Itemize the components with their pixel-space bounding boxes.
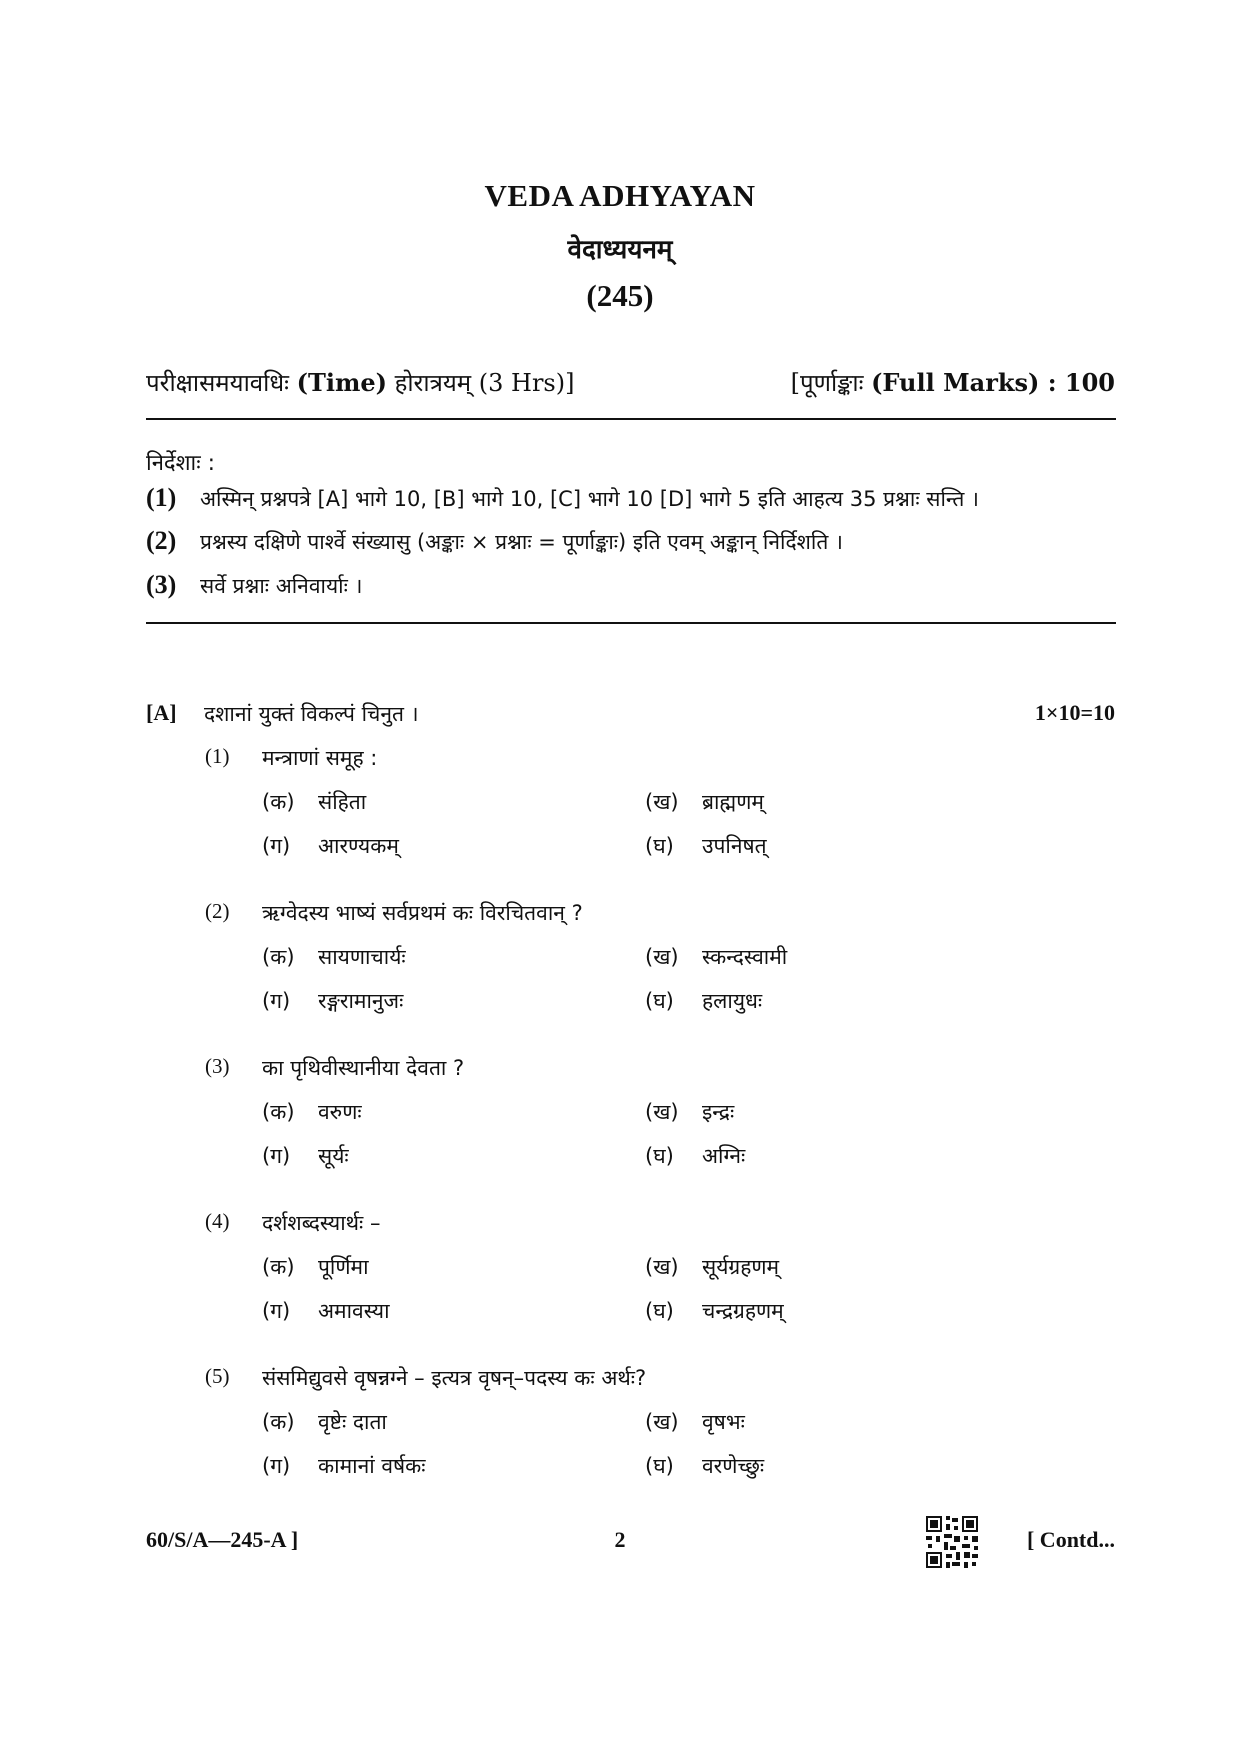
instruction-item: (3) सर्वे प्रश्नाः अनिवार्याः । [146, 570, 363, 599]
section-instruction: दशानां युक्तं विकल्पं चिनुत । [204, 702, 419, 726]
option-text: आरण्यकम् [318, 834, 399, 858]
question-text: का पृथिवीस्थानीया देवता ? [262, 1056, 465, 1080]
option-key: (ख) [645, 790, 679, 814]
question-text: दर्शशब्दस्यार्थः – [262, 1211, 381, 1235]
exam-subtitle: वेदाध्ययनम् [567, 235, 673, 265]
option-text: कामानां वर्षकः [318, 1454, 426, 1478]
option-text: उपनिषत् [702, 834, 767, 858]
instruction-item: (1) अस्मिन् प्रश्नपत्रे [A] भागे 10, [B] भागे 10, [C] भागे 10 [D] भागे 5 इति आहत्य 35 प्रश्नाः सन्ति । [146, 483, 979, 512]
paper-code: 60/S/A—245-A ] [146, 1527, 299, 1552]
question-text: संसमिद्युवसे वृषन्नग्ने – इत्यत्र वृषन्–पदस्य कः अर्थः? [262, 1366, 647, 1390]
question-number: (3) [205, 1054, 230, 1078]
instructions-heading: निर्देशाः : [146, 451, 216, 476]
question-number: (1) [205, 744, 230, 768]
option-key: (ग) [262, 834, 291, 858]
option-key: (घ) [645, 1299, 674, 1323]
option-text: इन्द्रः [702, 1100, 735, 1124]
option-text: वरणेच्छुः [702, 1454, 765, 1478]
divider-bottom [146, 622, 1116, 624]
option-key: (घ) [645, 1144, 674, 1168]
question-number: (2) [205, 899, 230, 923]
section-label: [A] [146, 700, 177, 725]
option-text: स्कन्दस्वामी [702, 945, 788, 969]
option-text: वरुणः [318, 1100, 362, 1124]
exam-title: VEDA ADHYAYAN [484, 178, 756, 213]
option-text: हलायुधः [702, 989, 763, 1013]
option-text: चन्द्रग्रहणम् [702, 1299, 784, 1323]
option-text: सायणाचार्यः [318, 945, 406, 969]
option-text: सूर्यग्रहणम् [702, 1255, 780, 1279]
option-text: वृषभः [702, 1410, 745, 1434]
option-key: (क) [262, 1255, 295, 1279]
option-text: वृष्टेः दाता [318, 1410, 387, 1434]
option-text: पूर्णिमा [318, 1255, 369, 1279]
time-allowed: परीक्षासमयावधिः (Time) होरात्रयम् (3 Hrs)] [146, 368, 575, 397]
option-key: (घ) [645, 1454, 674, 1478]
question-text: ऋग्वेदस्य भाष्यं सर्वप्रथमं कः विरचितवान् ? [262, 901, 583, 925]
question-number: (5) [205, 1364, 230, 1388]
qr-code-icon [926, 1516, 978, 1568]
option-key: (क) [262, 790, 295, 814]
option-key: (ख) [645, 1410, 679, 1434]
full-marks: [पूर्णाङ्काः (Full Marks) : 100 [790, 368, 1115, 397]
option-text: रङ्गरामानुजः [318, 989, 404, 1013]
question-text: मन्त्राणां समूह : [262, 746, 378, 770]
option-key: (ग) [262, 1454, 291, 1478]
option-key: (घ) [645, 834, 674, 858]
option-text: ब्राह्मणम् [702, 790, 764, 814]
option-key: (ग) [262, 1299, 291, 1323]
continued-note: [ Contd... [1026, 1527, 1115, 1552]
option-key: (ख) [645, 1255, 679, 1279]
subject-code: (245) [586, 278, 654, 313]
question-number: (4) [205, 1209, 230, 1233]
option-key: (क) [262, 945, 295, 969]
option-key: (क) [262, 1410, 295, 1434]
option-key: (ग) [262, 989, 291, 1013]
option-text: सूर्यः [318, 1144, 349, 1168]
page-number: 2 [614, 1527, 626, 1552]
option-key: (घ) [645, 989, 674, 1013]
option-text: अग्निः [702, 1144, 746, 1168]
option-key: (ख) [645, 945, 679, 969]
option-key: (ग) [262, 1144, 291, 1168]
section-marks: 1×10=10 [1034, 700, 1115, 725]
option-key: (क) [262, 1100, 295, 1124]
option-text: संहिता [318, 790, 367, 814]
instruction-item: (2) प्रश्नस्य दक्षिणे पार्श्वे संख्यासु (अङ्काः × प्रश्नाः = पूर्णाङ्काः) इति एवम् अङ्कान् निर्दिशति । [146, 526, 843, 555]
option-key: (ख) [645, 1100, 679, 1124]
divider-top [146, 418, 1116, 420]
option-text: अमावस्या [318, 1299, 390, 1323]
